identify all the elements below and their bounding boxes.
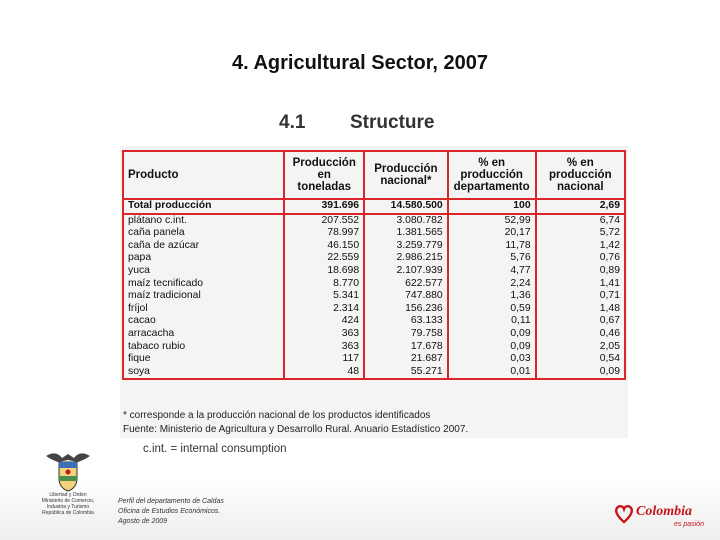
table-cell: 0,71 xyxy=(536,290,625,303)
ministry-signature xyxy=(36,492,100,516)
cint-legend: c.int. = internal consumption xyxy=(143,443,287,455)
table-cell: 0,76 xyxy=(536,252,625,265)
table-cell: 2.986.215 xyxy=(364,252,448,265)
table-cell: 0,67 xyxy=(536,315,625,328)
table-cell: 3.259.779 xyxy=(364,240,448,253)
ministry-line: Ministerio de Comercio, xyxy=(41,498,95,504)
table-cell: tabaco rubio xyxy=(123,341,284,354)
table-cell: papa xyxy=(123,252,284,265)
table-cell: 0,59 xyxy=(448,303,536,316)
table-cell: 18.698 xyxy=(284,265,364,278)
table-cell: 391.696 xyxy=(284,199,364,214)
slide-title: 4. Agricultural Sector, 2007 xyxy=(231,52,489,74)
header-nacional: Producción nacional* xyxy=(364,151,448,199)
table-cell: 0,01 xyxy=(448,366,536,380)
table-cell: 0,03 xyxy=(448,353,536,366)
table-cell: 1,48 xyxy=(536,303,625,316)
header-pct-nacional: % en producción nacional xyxy=(536,151,625,199)
table-cell: 1,42 xyxy=(536,240,625,253)
table-cell: 6,74 xyxy=(536,214,625,228)
table-cell: 0,11 xyxy=(448,315,536,328)
table-cell: 22.559 xyxy=(284,252,364,265)
table-cell: 1,41 xyxy=(536,278,625,291)
table-cell: 1,36 xyxy=(448,290,536,303)
table-cell: maíz tecnificado xyxy=(123,278,284,291)
table-cell: 0,09 xyxy=(448,341,536,354)
credit-line: Agosto de 2009 xyxy=(118,518,168,525)
table-cell: 0,89 xyxy=(536,265,625,278)
table-row xyxy=(123,278,625,291)
table-row xyxy=(123,290,625,303)
footnote-asterisk: * corresponde a la producción nacional de los productos identificados xyxy=(123,410,431,421)
brand-name: Colombia xyxy=(636,504,693,519)
table-cell: 747.880 xyxy=(364,290,448,303)
table-cell: 48 xyxy=(284,366,364,380)
table-row xyxy=(123,341,625,354)
table-cell: plátano c.int. xyxy=(123,214,284,228)
credit-line: Oficina de Estudios Económicos. xyxy=(118,508,221,515)
table-cell: 2.314 xyxy=(284,303,364,316)
credit-line: Perfil del departamento de Caldas xyxy=(118,498,224,505)
table-row xyxy=(123,366,625,380)
table-cell: 52,99 xyxy=(448,214,536,228)
table-cell: yuca xyxy=(123,265,284,278)
table-cell: fríjol xyxy=(123,303,284,316)
table-cell: cacao xyxy=(123,315,284,328)
table-cell: 0,09 xyxy=(448,328,536,341)
header-producto: Producto xyxy=(123,151,284,199)
table-row xyxy=(123,227,625,240)
table-cell: 2,24 xyxy=(448,278,536,291)
table-cell: maíz tradicional xyxy=(123,290,284,303)
table-row xyxy=(123,240,625,253)
table-row xyxy=(123,214,625,228)
ministry-line: República de Colombia xyxy=(42,510,94,516)
header-toneladas: Producción en toneladas xyxy=(284,151,364,199)
table-row xyxy=(123,315,625,328)
table-cell: 63.133 xyxy=(364,315,448,328)
header-pct-departamento: % en producción departamento xyxy=(448,151,536,199)
table-cell: 4,77 xyxy=(448,265,536,278)
table-row xyxy=(123,353,625,366)
table-cell: arracacha xyxy=(123,328,284,341)
table-cell: 0,09 xyxy=(536,366,625,380)
table-cell: soya xyxy=(123,366,284,380)
production-table xyxy=(122,150,626,380)
table-cell: 78.997 xyxy=(284,227,364,240)
table-cell: 207.552 xyxy=(284,214,364,228)
table-cell: 2.107.939 xyxy=(364,265,448,278)
table-cell: 0,46 xyxy=(536,328,625,341)
heart-icon xyxy=(614,502,634,524)
table-cell: 55.271 xyxy=(364,366,448,380)
table-row xyxy=(123,252,625,265)
table-cell: fique xyxy=(123,353,284,366)
coat-of-arms-icon xyxy=(40,448,96,492)
table-row xyxy=(123,328,625,341)
ministry-line: Industria y Turismo xyxy=(46,504,90,510)
table-cell: 5,72 xyxy=(536,227,625,240)
table-cell: 156.236 xyxy=(364,303,448,316)
table-cell: 11,78 xyxy=(448,240,536,253)
slide-credits xyxy=(118,497,224,527)
table-cell: 46.150 xyxy=(284,240,364,253)
table-cell: 622.577 xyxy=(364,278,448,291)
table-cell: 363 xyxy=(284,341,364,354)
table-cell: caña de azúcar xyxy=(123,240,284,253)
table-cell: 17.678 xyxy=(364,341,448,354)
brand-tagline: es pasión xyxy=(674,521,704,528)
table-cell: 5,76 xyxy=(448,252,536,265)
table-row-total xyxy=(123,199,625,214)
section-title: Structure xyxy=(350,112,435,133)
table-cell: 2,69 xyxy=(536,199,625,214)
table-cell: 8.770 xyxy=(284,278,364,291)
table-cell: 100 xyxy=(448,199,536,214)
table-cell: 424 xyxy=(284,315,364,328)
table-cell: 117 xyxy=(284,353,364,366)
footnote-source: Fuente: Ministerio de Agricultura y Desarrollo Rural. Anuario Estadístico 2007. xyxy=(123,424,469,435)
table-cell: Total producción xyxy=(123,199,284,214)
table-cell: 79.758 xyxy=(364,328,448,341)
ministry-line: Libertad y Orden xyxy=(49,492,87,498)
table-cell: 3.080.782 xyxy=(364,214,448,228)
table-row xyxy=(123,265,625,278)
table-cell: 363 xyxy=(284,328,364,341)
table-header-row xyxy=(123,151,625,199)
table-cell: 2,05 xyxy=(536,341,625,354)
table-row xyxy=(123,303,625,316)
table-cell: 20,17 xyxy=(448,227,536,240)
table-cell: 1.381.565 xyxy=(364,227,448,240)
section-number: 4.1 xyxy=(279,112,306,133)
colombia-brand-logo xyxy=(612,498,712,534)
table-cell: caña panela xyxy=(123,227,284,240)
table-cell: 0,54 xyxy=(536,353,625,366)
table-cell: 5.341 xyxy=(284,290,364,303)
table-cell: 21.687 xyxy=(364,353,448,366)
table-cell: 14.580.500 xyxy=(364,199,448,214)
